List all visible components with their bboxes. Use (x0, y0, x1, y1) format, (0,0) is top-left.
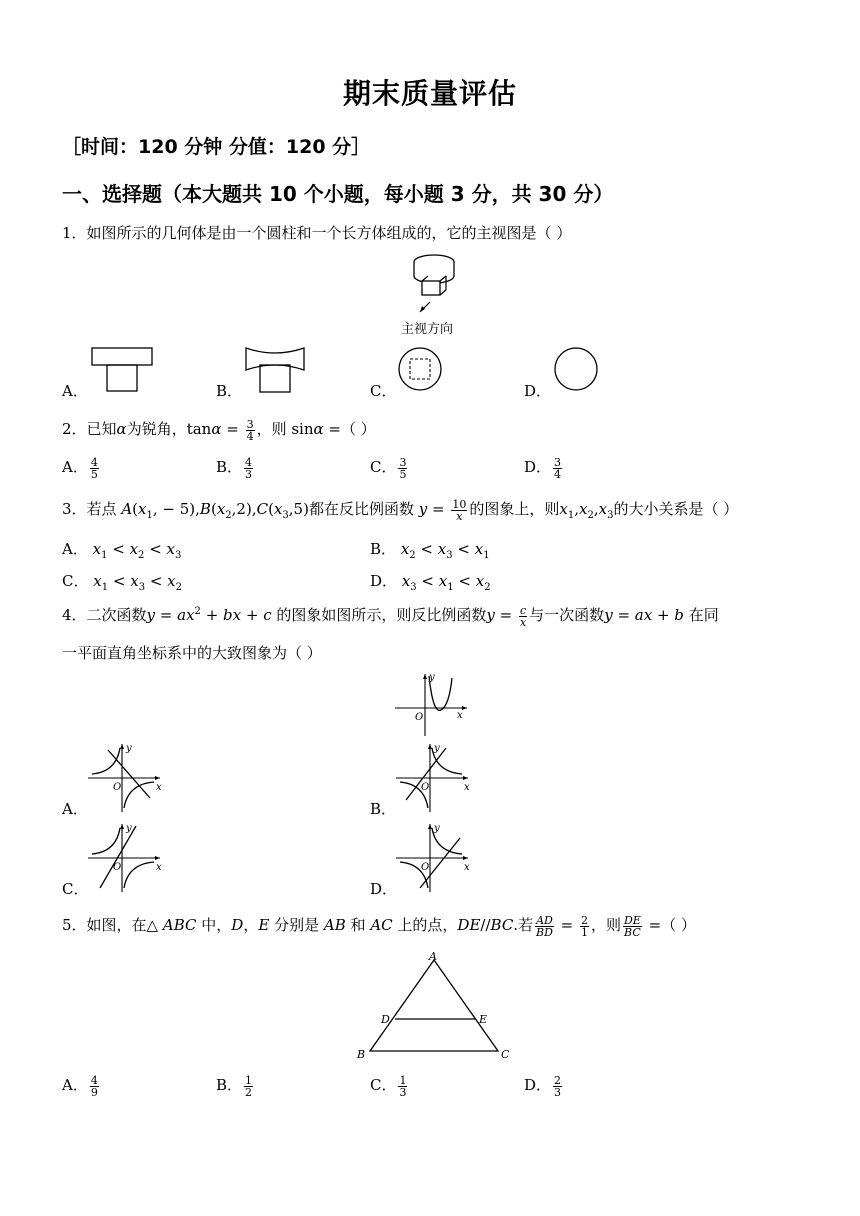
q2-option-c: C． $\frac{3}{5}$ (370, 455, 407, 481)
q4-option-c-graph (88, 822, 168, 894)
question-5-text: 5．如图，在△ ABC 中，D，E 分别是 AB 和 AC 上的点，DE//BC.若 $\frac{AD}{BD}$ = $\frac{2}{1}$ ，则 $\frac{DE}{BC}$ =（ ） (62, 913, 696, 939)
q4-option-b-label: B． (370, 800, 397, 818)
question-2-text: 2．已知α为锐角，tanα = $\frac{3}{4}$ ，则 sinα =（ ） (62, 417, 376, 443)
q5-option-d: D． $\frac{2}{3}$ (524, 1073, 562, 1099)
q5-triangle-figure (355, 950, 515, 1062)
svg-text:x: x (156, 782, 162, 793)
q2-option-b: B． $\frac{4}{3}$ (216, 455, 253, 481)
point-d-label: D (381, 1013, 390, 1026)
q3-option-d: D． $x_3 < x_1 < x_2$ (370, 572, 491, 593)
q3-option-c: C． $x_1 < x_3 < x_2$ (62, 572, 183, 593)
q3-option-a: A． $x_1 < x_2 < x_3$ (62, 540, 182, 561)
exam-info: ［时间：120 分钟 分值：120 分］ (62, 136, 371, 158)
axis-x-label: x (457, 710, 463, 721)
q4-option-c-label: C． (62, 880, 89, 898)
q1-option-d-figure (553, 346, 603, 396)
q1-option-a-label: A． (62, 382, 88, 400)
q4-option-a-graph (88, 742, 168, 814)
svg-text:x: x (156, 862, 162, 873)
q1-option-b-figure (244, 346, 309, 396)
q4-option-d-label: D． (370, 880, 398, 898)
q1-caption: 主视方向 (401, 322, 454, 337)
question-4-line2: 一平面直角坐标系中的大致图象为（ ） (62, 644, 322, 662)
q1-option-b-label: B． (216, 382, 243, 400)
svg-text:y: y (126, 743, 132, 754)
page-title: 期末质量评估 (342, 77, 517, 110)
q4-option-d-graph (396, 822, 476, 894)
section-heading: 一、选择题（本大题共 10 个小题，每小题 3 分，共 30 分） (62, 182, 614, 206)
q4-parabola-figure (395, 670, 475, 740)
svg-text:O: O (113, 782, 122, 793)
q2-option-a: A． $\frac{4}{5}$ (62, 455, 98, 481)
svg-text:O: O (113, 862, 122, 873)
svg-text:O: O (421, 782, 430, 793)
q1-option-c-label: C． (370, 382, 397, 400)
vertex-c-label: C (501, 1048, 510, 1061)
q1-option-a-figure (90, 346, 155, 396)
question-1-text: 1．如图所示的几何体是由一个圆柱和一个长方体组成的，它的主视图是（ ） (62, 224, 572, 242)
svg-text:x: x (464, 782, 470, 793)
tan-fraction: $\frac{3}{4}$ (246, 417, 254, 443)
vertex-b-label: B (357, 1048, 366, 1061)
q1-option-d-label: D． (524, 382, 552, 400)
q5-option-b: B． $\frac{1}{2}$ (216, 1073, 253, 1099)
svg-text:y: y (434, 743, 440, 754)
q2-option-d: D． $\frac{3}{4}$ (524, 455, 562, 481)
q4-option-a-label: A． (62, 800, 88, 818)
point-e-label: E (479, 1013, 488, 1026)
question-4-line1: 4．二次函数$y = ax^2$ + bx + c 的图象如图所示，则反比例函数y = $\frac{c}{x}$ 与一次函数y = ax + b 在同 (62, 603, 719, 629)
axis-y-label: y (429, 672, 435, 683)
svg-text:x: x (464, 862, 470, 873)
q1-option-c-figure (398, 346, 448, 396)
q5-option-c: C． $\frac{1}{3}$ (370, 1073, 407, 1099)
svg-text:y: y (434, 823, 440, 834)
origin-label: O (415, 712, 424, 723)
vertex-a-label: A (429, 950, 437, 963)
q3-option-b: B． $x_2 < x_3 < x_1$ (370, 540, 490, 561)
q4-option-b-graph (396, 742, 476, 814)
svg-text:y: y (126, 823, 132, 834)
svg-text:O: O (421, 862, 430, 873)
question-3-text: 3．若点 $A(x_1$, − $5),B(x_2,2),C(x_3,5)$都在反比例函数 y = $\frac{10}{x}$ 的图象上，则$x_1,x_2,x_3$的大小关系是（ ） (62, 497, 739, 523)
q5-option-a: A． $\frac{4}{9}$ (62, 1073, 98, 1099)
